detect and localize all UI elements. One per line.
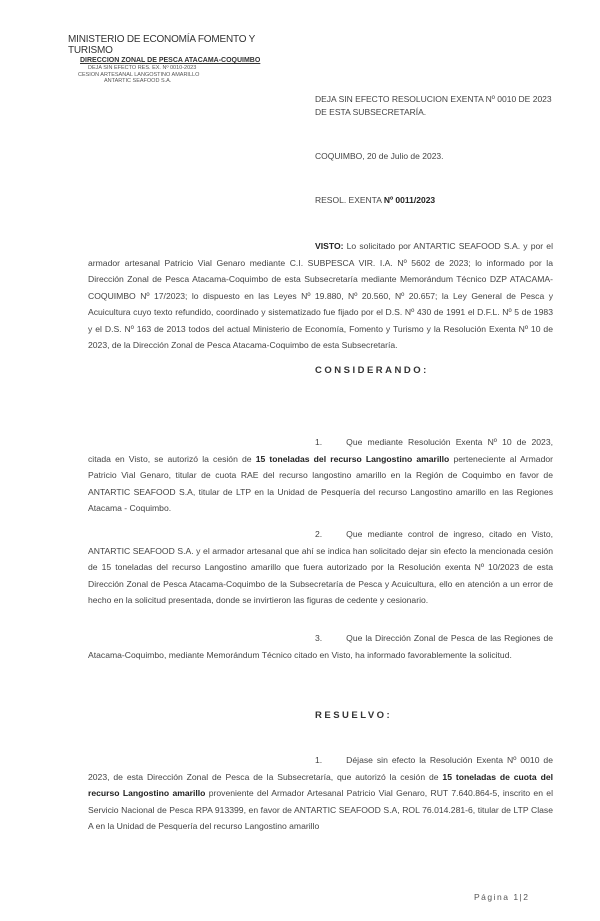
paragraph-text: Que mediante control de ingreso, citado en Visto, ANTARTIC SEAFOOD S.A. y el armador artesanal que ahí se indica han solicitado dejar sin efecto la mencionada cesión de 15 toneladas del recurso Langostino amarillo que fuera autorizado por la Resolución exenta Nº 10/2023 de esta Dirección Zonal de Pesca Atacama-Coquimbo de la Subsecretaría de Pesca y Acuicultura, ello en atención a un error de hecho en la solicitud presentada, donde se invirtieron las figuras de cedente y cesionario. xyxy=(88,529,553,605)
considerando-paragraph-1 xyxy=(88,434,553,517)
reference-summary: DEJA SIN EFECTO RESOLUCION EXENTA Nº 0010 DE 2023 DE ESTA SUBSECRETARÍA. xyxy=(315,94,552,117)
visto-text: Lo solicitado por ANTARTIC SEAFOOD S.A. y por el armador artesanal Patricio Vial Genaro mediante C.I. SUBPESCA VIR. I.A. Nº 5602 de 2023; lo informado por la Dirección Zonal de Pesca Atacama-Coquimbo de esta Subsecretaría mediante Memorándum Técnico DZP ATACAMA-COQUIMBO Nº 17/2023; lo dispuesto en las Leyes Nº 19.880, Nº 20.560, Nº 20.657; la Ley General de Pesca y Acuicultura cuyo texto refundido, coordinado y sistematizado fue fijado por el D.S. Nº 430 de 1991 el D.F.L. Nº 5 de 1983 y el D.S. Nº 163 de 2013 todos del actual Ministerio de Economía, Fomento y Turismo y la Resolución Exenta Nº 10 de 2023, de la Dirección Zonal de Pesca Atacama-Coquimbo de esta Subsecretaría. xyxy=(88,241,553,350)
header-subtitle-3: ANTARTIC SEAFOOD S.A. xyxy=(104,78,172,84)
page-number: Página 1|2 xyxy=(474,892,530,902)
paragraph-number: 2. xyxy=(315,529,323,539)
resolution-number xyxy=(315,195,435,205)
header-subtitle-2: CESION ARTESANAL LANGOSTINO AMARILLO xyxy=(78,71,200,78)
considerando-paragraph-2 xyxy=(88,526,553,609)
visto-label: VISTO: xyxy=(315,241,344,251)
resolution-label: RESOL. EXENTA xyxy=(315,195,382,205)
paragraph-bold-text: 15 toneladas de cuota del recurso Langostino amarillo xyxy=(88,771,553,798)
paragraph-text: proveniente del Armador Artesanal Patricio Vial Genaro, RUT 7.640.864-5, inscrito en el Servicio Nacional de Pesca RPA 913399, en favor de ANTARTIC SEAFOOD S.A, ROL 76.014.281-6, titular de LTP Clase A en la Unidad de Pesquería del recurso Langostino amarillo xyxy=(88,788,553,831)
resuelvo-paragraph-1 xyxy=(88,752,553,835)
resuelvo-heading: RESUELVO: xyxy=(315,710,393,721)
resolution-code: Nº 0011/2023 xyxy=(383,195,436,205)
paragraph-text: Déjase sin efecto la Resolución Exenta Nº 0010 de 2023, de esta Dirección Zonal de Pesca de la Subsecretaría, que autorizó la cesión de xyxy=(88,755,553,782)
paragraph-bold-text: 15 toneladas del recurso Langostino amarillo xyxy=(255,453,450,464)
paragraph-number: 1. xyxy=(315,437,323,447)
header-subtitle-1: DEJA SIN EFECTO RES. EX. Nº 0010-2023 xyxy=(88,65,197,71)
directorate-name: DIRECCION ZONAL DE PESCA ATACAMA-COQUIMBO xyxy=(80,57,261,64)
paragraph-number: 3. xyxy=(315,633,323,643)
paragraph-number: 1. xyxy=(315,755,323,765)
paragraph-text: Que mediante Resolución Exenta Nº 10 de 2023, citada en Visto, se autorizó la cesión de xyxy=(88,437,553,464)
ministry-name: MINISTERIO DE ECONOMÍA FOMENTO Y TURISMO xyxy=(68,34,255,56)
considerando-heading: CONSIDERANDO: xyxy=(315,365,429,376)
visto-paragraph xyxy=(88,238,553,354)
paragraph-text: perteneciente al Armador Patricio Vial Genaro, titular de cuota RAE del recurso langostino amarillo en la Región de Coquimbo en favor de ANTARTIC SEAFOOD S.A, titular de LTP en la Unidad de Pesquería del recurso Langostino amarillo en las Regiones Atacama - Coquimbo. xyxy=(88,453,553,513)
letterhead xyxy=(68,34,288,85)
considerando-paragraph-3 xyxy=(88,630,553,663)
paragraph-text: Que la Dirección Zonal de Pesca de las Regiones de Atacama-Coquimbo, mediante Memorándum Técnico citado en Visto, ha informado favorablemente la solicitud. xyxy=(88,633,553,660)
document-date: COQUIMBO, 20 de Julio de 2023. xyxy=(315,151,444,161)
